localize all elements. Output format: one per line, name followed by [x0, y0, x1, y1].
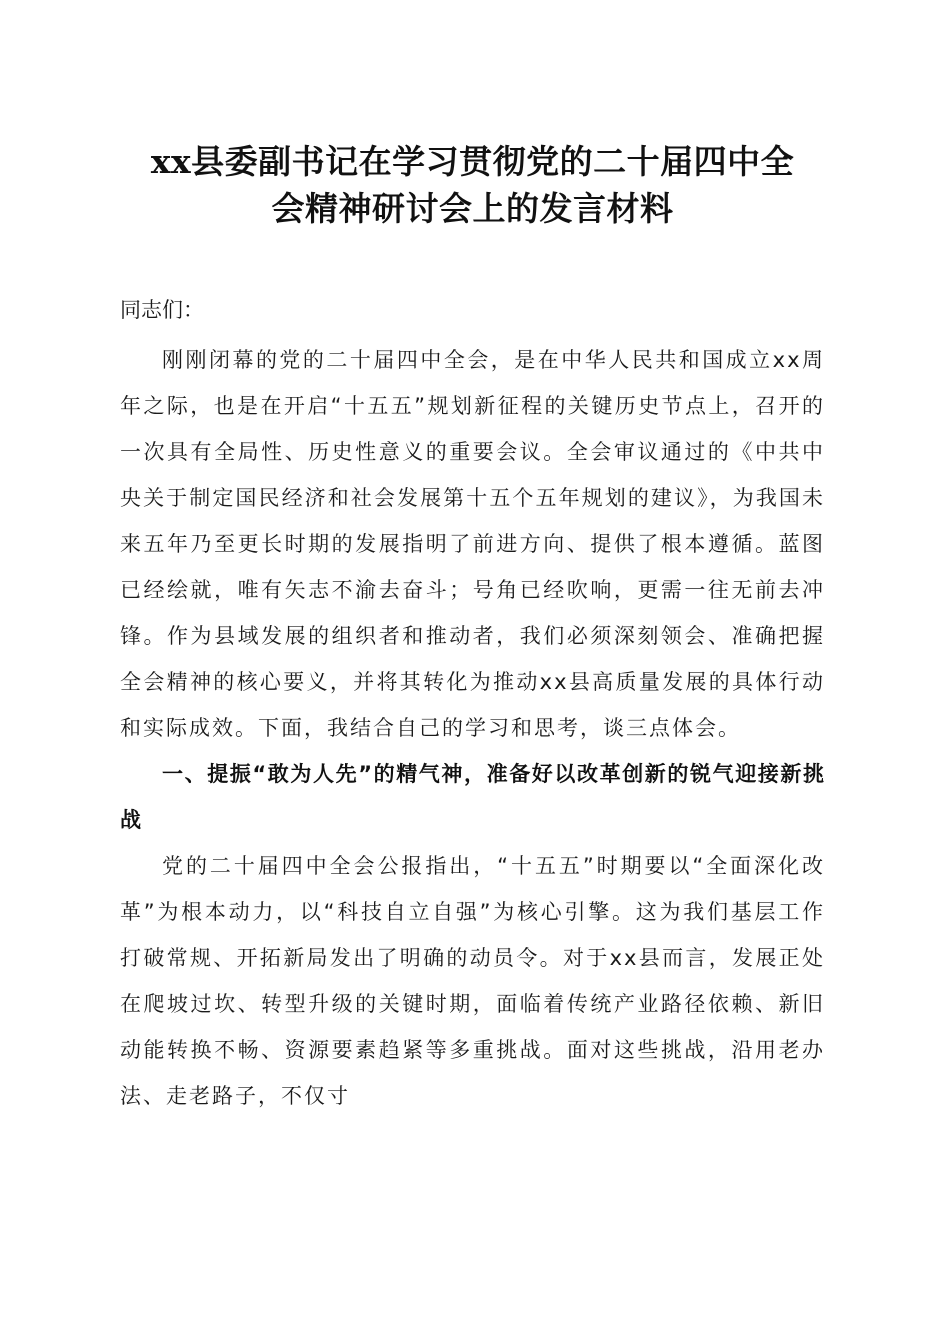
document-page: [120, 138, 825, 1119]
salutation: 同志们：: [120, 298, 204, 322]
body-paragraph-2: 党的二十届四中全会公报指出，“十五五”时期要以“全面深化改革”为根本动力，以“科技自立自强”为核心引擎。这为我们基层工作打破常规、开拓新局发出了明确的动员令。对于xx县而言，发展正处在爬坡过坎、转型升级的关键时期，面临着传统产业路径依赖、新旧动能转换不畅、资源要素趋紧等多重挑战。面对这些挑战，沿用老办法、走老路子，不仅寸: [120, 854, 825, 1108]
section-heading-1: 一、提振“敢为人先”的精气神，准备好以改革创新的锐气迎接新挑战: [120, 762, 825, 832]
title-line-1: xx县委副书记在学习贯彻党的二十届四中全: [150, 142, 795, 181]
document-title: [120, 138, 825, 232]
title-line-2: 会精神研讨会上的发言材料: [271, 189, 674, 228]
body-paragraph-1: 刚刚闭幕的党的二十届四中全会，是在中华人民共和国成立xx周年之际，也是在开启“十五五”规划新征程的关键历史节点上，召开的一次具有全局性、历史性意义的重要会议。全会审议通过的《中共中央关于制定国民经济和社会发展第十五个五年规划的建议》，为我国未来五年乃至更长时期的发展指明了前进方向、提供了根本遵循。蓝图已经绘就，唯有矢志不渝去奋斗；号角已经吹响，更需一往无前去冲锋。作为县域发展的组织者和推动者，我们必须深刻领会、准确把握全会精神的核心要义，并将其转化为推动xx县高质量发展的具体行动和实际成效。下面，我结合自己的学习和思考，谈三点体会。: [120, 348, 825, 740]
